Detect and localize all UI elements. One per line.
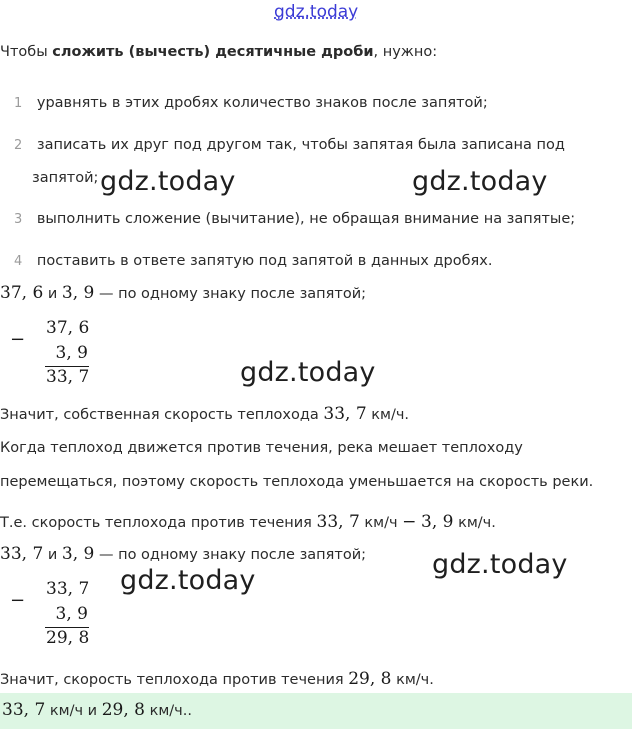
calc1-minus-sign: − bbox=[10, 329, 26, 350]
calc2-note: — по одному знаку после запятой; bbox=[98, 547, 367, 563]
list-item bbox=[14, 95, 488, 111]
upstream-minus: − bbox=[402, 512, 417, 532]
upstream-speed-result-text bbox=[0, 669, 434, 689]
calc1-a: 37, 6 bbox=[0, 283, 44, 303]
calc1-result: 33, 7 bbox=[46, 367, 90, 387]
step-number: 2 bbox=[14, 138, 23, 153]
step-number: 1 bbox=[14, 96, 23, 111]
answer-text bbox=[2, 700, 192, 720]
own-speed-value: 33, 7 bbox=[323, 404, 367, 424]
watermark: gdz.today bbox=[100, 166, 236, 197]
watermark: gdz.today bbox=[240, 357, 376, 388]
calc1-b: 3, 9 bbox=[61, 283, 95, 303]
calc1-bottom-operand: 3, 9 bbox=[55, 343, 88, 363]
explanation-line-1: Когда теплоход движется против течения, река мешает теплоходу bbox=[0, 440, 523, 456]
intro-suffix: , нужно: bbox=[373, 44, 438, 60]
result-prefix: Значит, скорость теплохода против течения bbox=[0, 672, 349, 688]
calc1-top-operand: 37, 6 bbox=[46, 318, 90, 338]
step-text: записать их друг под другом так, чтобы запятая была записана под bbox=[36, 137, 565, 153]
upstream-prefix: Т.е. скорость теплохода против течения bbox=[0, 515, 317, 531]
step-text: выполнить сложение (вычитание), не обращая внимание на запятые; bbox=[36, 211, 576, 227]
calc2-bottom-operand: 3, 9 bbox=[55, 604, 88, 624]
step-number: 4 bbox=[14, 254, 23, 269]
watermark: gdz.today bbox=[412, 166, 548, 197]
upstream-unit-b: км/ч. bbox=[458, 515, 496, 531]
calc2-b: 3, 9 bbox=[61, 544, 95, 564]
upstream-a: 33, 7 bbox=[316, 512, 360, 532]
list-item bbox=[14, 253, 492, 269]
step-text: уравнять в этих дробях количество знаков после запятой; bbox=[36, 95, 488, 111]
list-item bbox=[14, 211, 575, 227]
answer-b: 29, 8 bbox=[101, 700, 145, 720]
own-speed-prefix: Значит, собственная скорость теплохода bbox=[0, 407, 324, 423]
calc2-top-operand: 33, 7 bbox=[46, 579, 90, 599]
calc2-minus-sign: − bbox=[10, 590, 26, 611]
result-unit: км/ч. bbox=[396, 672, 434, 688]
calc2-description bbox=[0, 544, 366, 564]
top-watermark: gdz.today bbox=[274, 2, 359, 22]
watermark: gdz.today bbox=[432, 549, 568, 580]
calc1-note: — по одному знаку после запятой; bbox=[98, 286, 367, 302]
upstream-b: 3, 9 bbox=[421, 512, 454, 532]
step-text: поставить в ответе запятую под запятой в данных дробях. bbox=[36, 253, 493, 269]
answer-unit-b: км/ч.. bbox=[149, 703, 192, 719]
upstream-unit-a: км/ч bbox=[364, 515, 398, 531]
calc1-description bbox=[0, 283, 366, 303]
calc2-a: 33, 7 bbox=[0, 544, 44, 564]
list-item bbox=[14, 137, 565, 153]
intro-prefix: Чтобы bbox=[0, 44, 53, 60]
upstream-speed-expression bbox=[0, 512, 496, 532]
own-speed-text bbox=[0, 404, 409, 424]
step-text-continued: запятой; bbox=[32, 170, 99, 186]
answer-and: и bbox=[87, 703, 98, 719]
intro-text bbox=[0, 44, 437, 60]
step-number: 3 bbox=[14, 212, 23, 227]
answer-a: 33, 7 bbox=[2, 700, 46, 720]
watermark: gdz.today bbox=[120, 565, 256, 596]
result-value: 29, 8 bbox=[348, 669, 392, 689]
calc1-and: и bbox=[47, 286, 58, 302]
intro-bold: сложить (вычесть) десятичные дроби bbox=[52, 44, 374, 60]
calc2-and: и bbox=[47, 547, 58, 563]
explanation-line-2: перемещаться, поэтому скорость теплохода уменьшается на скорость реки. bbox=[0, 474, 594, 490]
own-speed-unit: км/ч. bbox=[371, 407, 410, 423]
answer-unit-a: км/ч bbox=[49, 703, 84, 719]
calc2-result: 29, 8 bbox=[46, 628, 90, 648]
